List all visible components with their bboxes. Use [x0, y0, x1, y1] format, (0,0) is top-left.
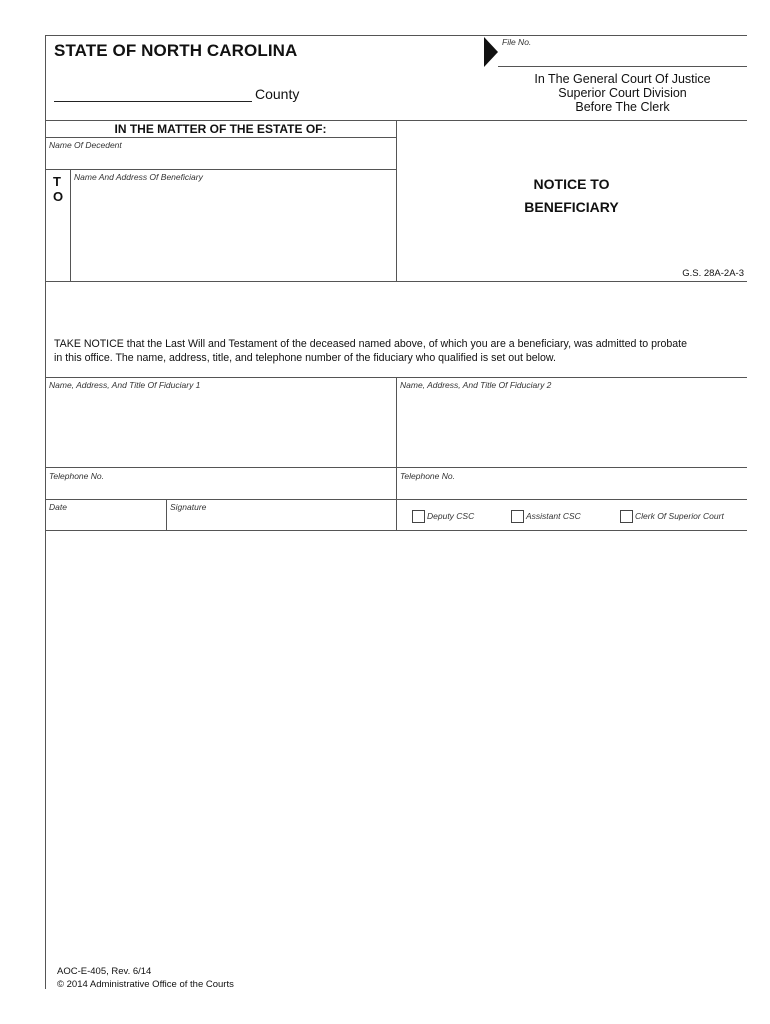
- date-label: Date: [49, 502, 67, 512]
- telephone-top-line: [45, 467, 747, 468]
- fiduciary-2-label: Name, Address, And Title Of Fiduciary 2: [400, 380, 552, 390]
- telephone-1-label: Telephone No.: [49, 471, 104, 481]
- assistant-csc-checkbox[interactable]: [511, 510, 524, 523]
- court-line-3: Before The Clerk: [575, 100, 670, 114]
- decedent-bottom-line: [45, 169, 396, 170]
- notice-body-line-2: in this office. The name, address, title, and telephone number of the fiduciary who qualified is set out below.: [54, 352, 556, 364]
- to-letter-t: T: [53, 174, 61, 189]
- estate-heading-underline: [45, 137, 396, 138]
- county-blank-line[interactable]: [54, 101, 252, 102]
- signature-options-divider: [396, 499, 397, 530]
- top-border: [45, 35, 747, 36]
- assistant-csc-label: Assistant CSC: [526, 511, 581, 521]
- fiduciary-divider: [396, 377, 397, 499]
- telephone-2-label: Telephone No.: [400, 471, 455, 481]
- to-divider: [70, 169, 71, 281]
- fiduciary-1-label: Name, Address, And Title Of Fiduciary 1: [49, 380, 201, 390]
- date-signature-divider: [166, 499, 167, 530]
- statute-reference: G.S. 28A-2A-3: [682, 268, 744, 279]
- deputy-csc-label: Deputy CSC: [427, 511, 475, 521]
- beneficiary-label: Name And Address Of Beneficiary: [74, 172, 203, 182]
- signature-label: Signature: [170, 502, 207, 512]
- left-border: [45, 35, 46, 989]
- to-letter-o: O: [53, 189, 64, 204]
- signature-bottom-line: [45, 530, 747, 531]
- court-line-1: In The General Court Of Justice: [534, 72, 711, 86]
- notice-title-line-1: NOTICE TO: [533, 176, 610, 192]
- notice-title-line-2: BENEFICIARY: [524, 199, 619, 215]
- estate-heading: IN THE MATTER OF THE ESTATE OF:: [114, 122, 327, 136]
- decedent-label: Name Of Decedent: [49, 140, 122, 150]
- file-no-label: File No.: [502, 37, 532, 47]
- file-no-underline: [498, 66, 747, 67]
- notice-body-line-1: TAKE NOTICE that the Last Will and Testament of the deceased named above, of which you are a beneficiary, was admitted to probate: [54, 338, 688, 350]
- state-title: STATE OF NORTH CAROLINA: [54, 41, 298, 60]
- file-no-arrow-icon: [484, 37, 498, 67]
- form-id: AOC-E-405, Rev. 6/14: [57, 966, 152, 977]
- copyright: © 2014 Administrative Office of the Courts: [57, 979, 234, 990]
- clerk-of-superior-court-label: Clerk Of Superior Court: [635, 511, 724, 521]
- estate-bottom-line: [45, 281, 747, 282]
- county-label: County: [255, 86, 300, 102]
- court-line-2: Superior Court Division: [558, 86, 687, 100]
- clerk-of-superior-court-checkbox[interactable]: [620, 510, 633, 523]
- deputy-csc-checkbox[interactable]: [412, 510, 425, 523]
